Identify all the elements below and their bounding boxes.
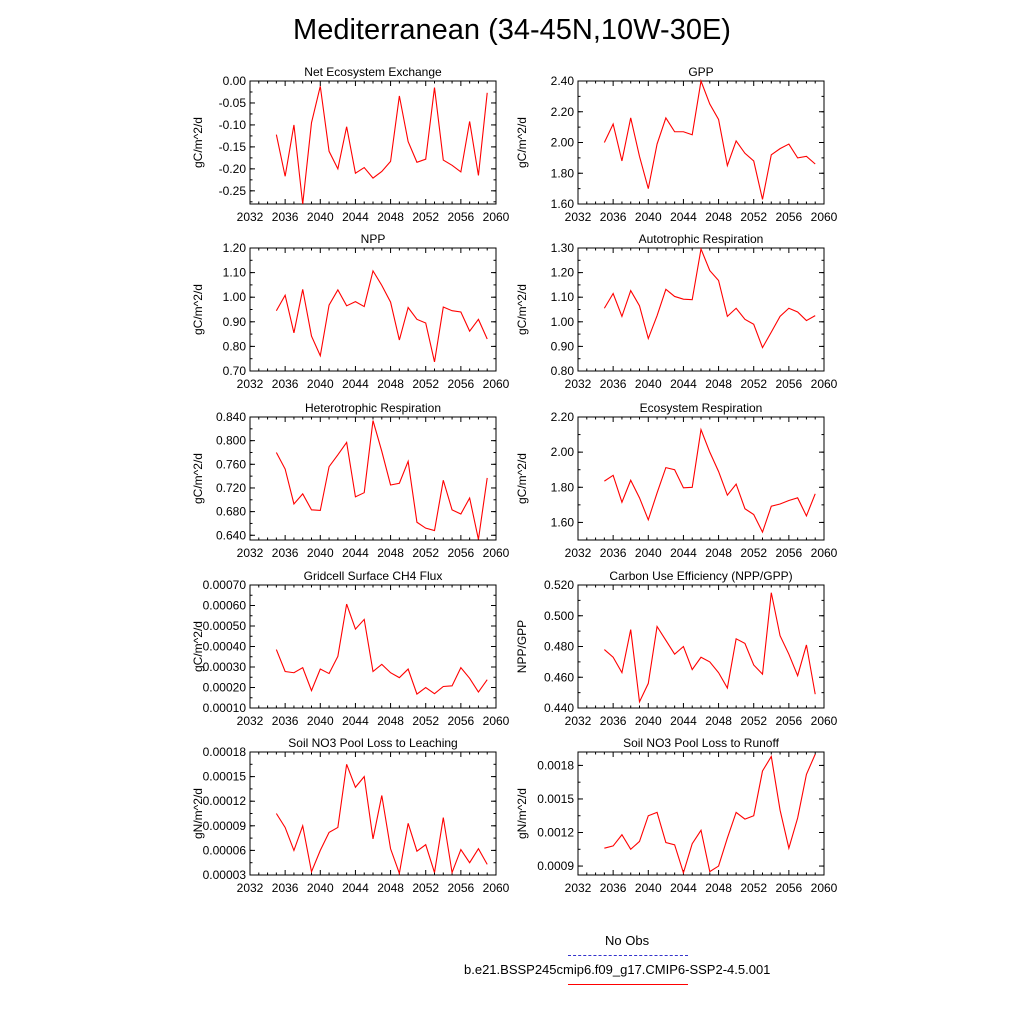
x-tick-label: 2036 [599,546,627,560]
y-tick-label: 0.00015 [202,769,246,784]
x-tick-label: 2060 [810,210,838,224]
y-tick-label: 0.760 [215,457,246,472]
y-tick-label: 0.00 [222,74,246,88]
series-line [604,430,815,532]
series-line [276,271,487,362]
x-tick-label: 2032 [236,210,264,224]
x-tick-label: 2044 [670,546,697,560]
chart-panel-5 [191,401,510,560]
x-tick-label: 2052 [412,881,440,895]
x-tick-label: 2044 [670,210,697,224]
y-tick-label: 1.30 [550,241,574,255]
x-tick-label: 2056 [775,546,803,560]
x-tick-label: 2060 [810,546,838,560]
y-tick-label: 1.00 [550,314,574,329]
y-tick-label: 0.00030 [202,660,246,674]
panel-title: Soil NO3 Pool Loss to Leaching [288,736,458,750]
y-tick-label: 2.40 [550,74,574,88]
y-axis-label: gC/m^2/d [191,284,205,335]
x-tick-label: 2040 [634,377,662,391]
y-tick-label: 0.00009 [202,818,246,833]
x-tick-label: 2040 [306,881,334,895]
chart-panel-4 [515,232,838,391]
x-tick-label: 2056 [447,377,475,391]
x-tick-label: 2056 [775,210,803,224]
series-line [604,81,815,199]
y-tick-label: 0.0018 [537,758,574,773]
series-line [604,249,815,348]
plot-frame [250,752,496,875]
panel-title: Net Ecosystem Exchange [304,65,442,79]
y-tick-label: 0.520 [543,578,574,592]
plot-frame [250,417,496,540]
y-axis-label: gC/m^2/d [191,621,205,672]
y-tick-label: 0.70 [222,364,246,378]
plot-frame [578,585,824,708]
x-tick-label: 2032 [236,714,264,728]
y-tick-label: 1.10 [550,290,574,305]
x-tick-label: 2048 [705,210,732,224]
x-tick-label: 2056 [447,881,475,895]
y-tick-label: -0.20 [218,161,246,176]
x-tick-label: 2048 [377,377,404,391]
x-tick-label: 2032 [564,546,592,560]
chart-panel-9 [191,736,510,895]
series-line [276,421,487,540]
x-tick-label: 2040 [634,881,662,895]
y-axis-label: gC/m^2/d [515,284,529,335]
y-tick-label: 1.10 [222,265,246,280]
plot-frame [578,81,824,204]
panel-title: GPP [688,65,714,79]
x-tick-label: 2052 [412,546,440,560]
plot-frame [250,585,496,708]
x-tick-label: 2056 [447,210,475,224]
x-tick-label: 2032 [236,546,264,560]
y-tick-label: 0.0015 [537,791,574,806]
x-tick-label: 2044 [670,881,697,895]
y-tick-label: -0.10 [218,117,246,132]
y-tick-label: 1.60 [550,515,574,530]
plot-frame [250,248,496,371]
y-tick-label: 0.00060 [202,598,246,613]
plot-frame [250,81,496,204]
x-tick-label: 2032 [564,210,592,224]
y-tick-label: 0.00010 [202,701,246,715]
x-tick-label: 2036 [599,881,627,895]
x-tick-label: 2052 [740,377,768,391]
series-line [276,604,487,694]
x-tick-label: 2056 [775,714,803,728]
x-tick-label: 2044 [670,377,697,391]
y-tick-label: 1.80 [550,480,574,495]
legend-label-no-obs: No Obs [605,933,650,948]
panel-title: Heterotrophic Respiration [304,401,442,415]
y-tick-label: 0.720 [215,480,246,495]
x-tick-label: 2052 [412,210,440,224]
x-tick-label: 2060 [810,377,838,391]
x-tick-label: 2060 [482,881,510,895]
x-tick-label: 2060 [482,546,510,560]
y-tick-label: 0.840 [215,410,246,424]
x-tick-label: 2056 [447,714,475,728]
x-tick-label: 2052 [740,546,768,560]
series-line [604,593,815,702]
panel-title: NPP [360,232,386,246]
x-tick-label: 2048 [377,714,404,728]
y-tick-label: 0.00018 [202,745,246,759]
y-axis-label: gC/m^2/d [515,117,529,168]
x-tick-label: 2040 [306,546,334,560]
x-tick-label: 2052 [412,377,440,391]
y-tick-label: 0.90 [550,339,574,354]
y-axis-label: gC/m^2/d [191,453,205,504]
series-line [276,86,487,204]
x-tick-label: 2032 [564,714,592,728]
y-tick-label: -0.25 [218,183,246,198]
y-tick-label: 0.00040 [202,639,246,654]
x-tick-label: 2048 [377,210,404,224]
x-tick-label: 2036 [271,881,299,895]
x-tick-label: 2060 [482,210,510,224]
y-tick-label: 0.80 [550,364,574,378]
y-tick-label: 0.480 [543,639,574,654]
y-axis-label: NPP/GPP [515,619,529,674]
x-tick-label: 2040 [634,210,662,224]
x-tick-label: 2060 [810,881,838,895]
x-tick-label: 2036 [271,546,299,560]
x-tick-label: 2040 [634,546,662,560]
x-tick-label: 2060 [810,714,838,728]
chart-panel-6 [515,401,838,560]
x-tick-label: 2044 [670,714,697,728]
y-tick-label: 2.00 [550,135,574,150]
legend-line-no-obs [568,955,688,956]
x-tick-label: 2044 [342,881,369,895]
y-tick-label: 0.00012 [202,794,246,809]
x-tick-label: 2048 [377,546,404,560]
x-tick-label: 2036 [271,210,299,224]
x-tick-label: 2052 [740,881,768,895]
y-tick-label: 2.20 [550,410,574,424]
x-tick-label: 2052 [740,714,768,728]
x-tick-label: 2036 [271,377,299,391]
series-line [604,754,815,873]
panel-title: Carbon Use Efficiency (NPP/GPP) [609,569,793,583]
series-line [276,764,487,873]
y-axis-label: gC/m^2/d [191,117,205,168]
x-tick-label: 2044 [342,377,369,391]
chart-panel-10 [515,736,838,895]
y-axis-label: gC/m^2/d [515,453,529,504]
page-title: Mediterranean (34-45N,10W-30E) [293,14,731,46]
x-tick-label: 2036 [599,714,627,728]
y-tick-label: 1.20 [222,241,246,255]
y-tick-label: 0.0009 [537,859,574,874]
y-tick-label: 1.20 [550,265,574,280]
y-tick-label: 2.20 [550,104,574,119]
x-tick-label: 2032 [564,377,592,391]
y-tick-label: 0.00070 [202,578,246,592]
x-tick-label: 2060 [482,714,510,728]
y-tick-label: 0.440 [543,701,574,715]
panel-title: Ecosystem Respiration [639,401,763,415]
y-axis-label: gN/m^2/d [191,788,205,839]
chart-panel-8 [515,569,838,728]
x-tick-label: 2060 [482,377,510,391]
chart-panel-1 [191,65,510,224]
legend-label-model-run: b.e21.BSSP245cmip6.f09_g17.CMIP6-SSP2-4.5.001 [464,962,771,977]
x-tick-label: 2032 [236,881,264,895]
x-tick-label: 2052 [740,210,768,224]
x-tick-label: 2048 [705,714,732,728]
y-tick-label: 0.80 [222,339,246,354]
panel-title: Gridcell Surface CH4 Flux [303,569,443,583]
x-tick-label: 2048 [377,881,404,895]
legend-line-model-run [568,984,688,985]
chart-panel-3 [191,232,510,391]
x-tick-label: 2032 [564,881,592,895]
x-tick-label: 2044 [342,210,369,224]
x-tick-label: 2036 [599,377,627,391]
panel-title: Autotrophic Respiration [638,232,764,246]
y-tick-label: 1.60 [550,197,574,211]
x-tick-label: 2040 [306,377,334,391]
y-tick-label: 0.00003 [202,868,246,882]
y-tick-label: 0.680 [215,504,246,519]
y-tick-label: 1.00 [222,290,246,305]
y-tick-label: 0.0012 [537,825,574,840]
y-tick-label: 0.460 [543,670,574,685]
x-tick-label: 2056 [775,881,803,895]
x-tick-label: 2044 [342,714,369,728]
panel-title: Soil NO3 Pool Loss to Runoff [623,736,779,750]
y-tick-label: -0.15 [218,139,246,154]
chart-panel-2 [515,65,838,224]
y-axis-label: gN/m^2/d [515,788,529,839]
y-tick-label: 1.80 [550,166,574,181]
x-tick-label: 2048 [705,377,732,391]
y-tick-label: 0.800 [215,433,246,448]
x-tick-label: 2056 [447,546,475,560]
x-tick-label: 2052 [412,714,440,728]
x-tick-label: 2036 [599,210,627,224]
x-tick-label: 2036 [271,714,299,728]
plot-frame [578,752,824,875]
legend [440,930,820,1000]
x-tick-label: 2032 [236,377,264,391]
plot-frame [578,417,824,540]
y-tick-label: 2.00 [550,445,574,460]
y-tick-label: 0.640 [215,528,246,543]
y-tick-label: 0.00020 [202,680,246,695]
x-tick-label: 2048 [705,881,732,895]
x-tick-label: 2040 [306,714,334,728]
x-tick-label: 2040 [634,714,662,728]
x-tick-label: 2040 [306,210,334,224]
x-tick-label: 2048 [705,546,732,560]
x-tick-label: 2044 [342,546,369,560]
y-tick-label: -0.05 [218,95,246,110]
y-tick-label: 0.00050 [202,619,246,633]
y-tick-label: 0.90 [222,314,246,329]
y-tick-label: 0.00006 [202,843,246,858]
x-tick-label: 2056 [775,377,803,391]
y-tick-label: 0.500 [543,608,574,623]
chart-panel-7 [191,569,510,728]
